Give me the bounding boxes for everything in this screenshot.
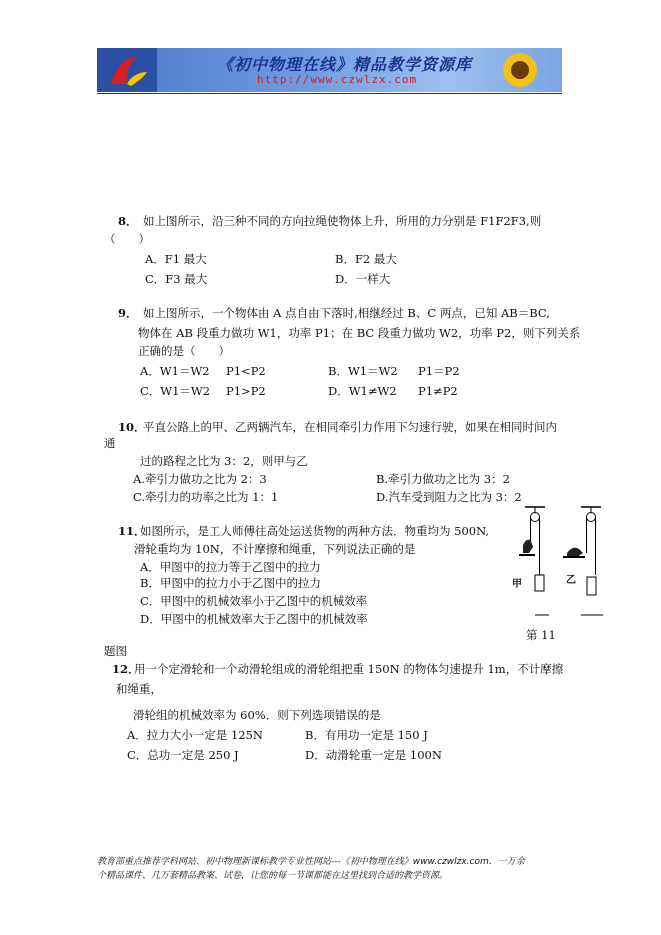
fig-caption: 第 11 bbox=[526, 628, 556, 642]
q10-option-b: B.牵引力做功之比为 3：2 bbox=[376, 472, 510, 486]
header-divider bbox=[97, 93, 562, 94]
q9-option-c-power: P1>P2 bbox=[226, 384, 266, 398]
fig-label-jia: 甲 bbox=[512, 579, 522, 590]
q9-option-b-power: P1＝P2 bbox=[418, 364, 460, 378]
q9-line3: 正确的是（ ） bbox=[138, 344, 230, 358]
q12-option-c: C．总功一定是 250 J bbox=[127, 748, 239, 762]
footer-line2: 个精品课件、几万套精品教案、试卷，让您的每一节课都能在这里找到合适的教学资源。 bbox=[97, 871, 449, 881]
q10-line1-wrap: 通 bbox=[104, 436, 116, 450]
q8-option-a: A．F1 最大 bbox=[145, 252, 207, 266]
q12-line1-wrap: 和绳重， bbox=[116, 682, 162, 696]
q9-option-d-work: D．W1≠W2 bbox=[328, 384, 397, 398]
sunflower-icon bbox=[490, 50, 550, 90]
q11-number: 11． bbox=[118, 524, 146, 538]
q9-line1: 如上图所示，一个物体由 A 点自由下落时,相继经过 B、C 两点，已知 AB＝BC, bbox=[143, 306, 550, 320]
q11-option-c: C．甲图中的机械效率小于乙图中的机械效率 bbox=[140, 594, 368, 608]
footer-line1: 教育部重点推荐学科网站、初中物理新课标教学专业性网站---《初中物理在线》www.czwlzx.com．一万余 bbox=[97, 857, 525, 867]
q12-number: 12． bbox=[112, 662, 140, 676]
q12-line2: 滑轮组的机械效率为 60%．则下列选项错误的是 bbox=[133, 708, 381, 722]
q8-stem: 如上图所示，沿三种不同的方向拉绳使物体上升，所用的力分别是 F1F2F3,则 bbox=[143, 214, 542, 228]
q10-line1: 平直公路上的甲、乙两辆汽车，在相同牵引力作用下匀速行驶，如果在相同时间内 bbox=[143, 420, 557, 434]
site-logo bbox=[97, 48, 157, 92]
q9-number: 9． bbox=[118, 306, 138, 320]
header-banner bbox=[97, 48, 562, 92]
q9-option-a-work: A．W1＝W2 bbox=[140, 364, 210, 378]
q8-option-b: B．F2 最大 bbox=[335, 252, 397, 266]
q12-line1: 用一个定滑轮和一个动滑轮组成的滑轮组把重 150N 的物体匀速提升 1m，不计摩擦 bbox=[134, 662, 564, 676]
q9-option-a-power: P1<P2 bbox=[226, 364, 266, 378]
banner-url[interactable]: http://www.czwlzx.com bbox=[257, 73, 418, 86]
q11-option-d: D．甲图中的机械效率大于乙图中的机械效率 bbox=[140, 612, 368, 626]
q11-option-b: B．甲图中的拉力小于乙图中的拉力 bbox=[140, 576, 321, 590]
q11-option-a: A．甲图中的拉力等于乙图中的拉力 bbox=[140, 560, 321, 574]
q9-line2: 物体在 AB 段重力做功 W1，功率 P1；在 BC 段重力做功 W2，功率 P2，则下列关系 bbox=[138, 326, 581, 340]
q12-option-d: D．动滑轮重一定是 100N bbox=[305, 748, 442, 762]
fig-caption-wrap: 题图 bbox=[104, 644, 127, 658]
fig-label-yi: 乙 bbox=[566, 575, 576, 586]
q8-number: 8． bbox=[118, 214, 138, 228]
q10-option-d: D.汽车受到阻力之比为 3：2 bbox=[376, 490, 522, 504]
q12-option-a: A．拉力大小一定是 125N bbox=[127, 728, 263, 742]
q8-paren: （ ） bbox=[104, 232, 150, 246]
pulley-figure bbox=[505, 505, 615, 630]
q10-option-a: A.牵引力做功之比为 2：3 bbox=[133, 472, 267, 486]
q12-option-b: B．有用功一定是 150 J bbox=[305, 728, 428, 742]
q11-line2: 滑轮重均为 10N，不计摩擦和绳重，下列说法正确的是 bbox=[134, 542, 416, 556]
banner-title: 《初中物理在线》精品教学资源库 bbox=[217, 55, 473, 74]
q9-option-c-work: C．W1＝W2 bbox=[140, 384, 211, 398]
q10-option-c: C.牵引力的功率之比为 1：1 bbox=[133, 490, 279, 504]
q8-option-d: D．一样大 bbox=[335, 272, 391, 286]
q10-number: 10． bbox=[118, 420, 146, 434]
q9-option-b-work: B．W1＝W2 bbox=[328, 364, 398, 378]
q10-line2: 过的路程之比为 3：2，则甲与乙 bbox=[140, 454, 308, 468]
q9-option-d-power: P1≠P2 bbox=[418, 384, 458, 398]
q11-line1: 如图所示，是工人师傅往高处运送货物的两种方法．物重均为 500N, bbox=[140, 524, 490, 538]
q8-option-c: C．F3 最大 bbox=[145, 272, 208, 286]
